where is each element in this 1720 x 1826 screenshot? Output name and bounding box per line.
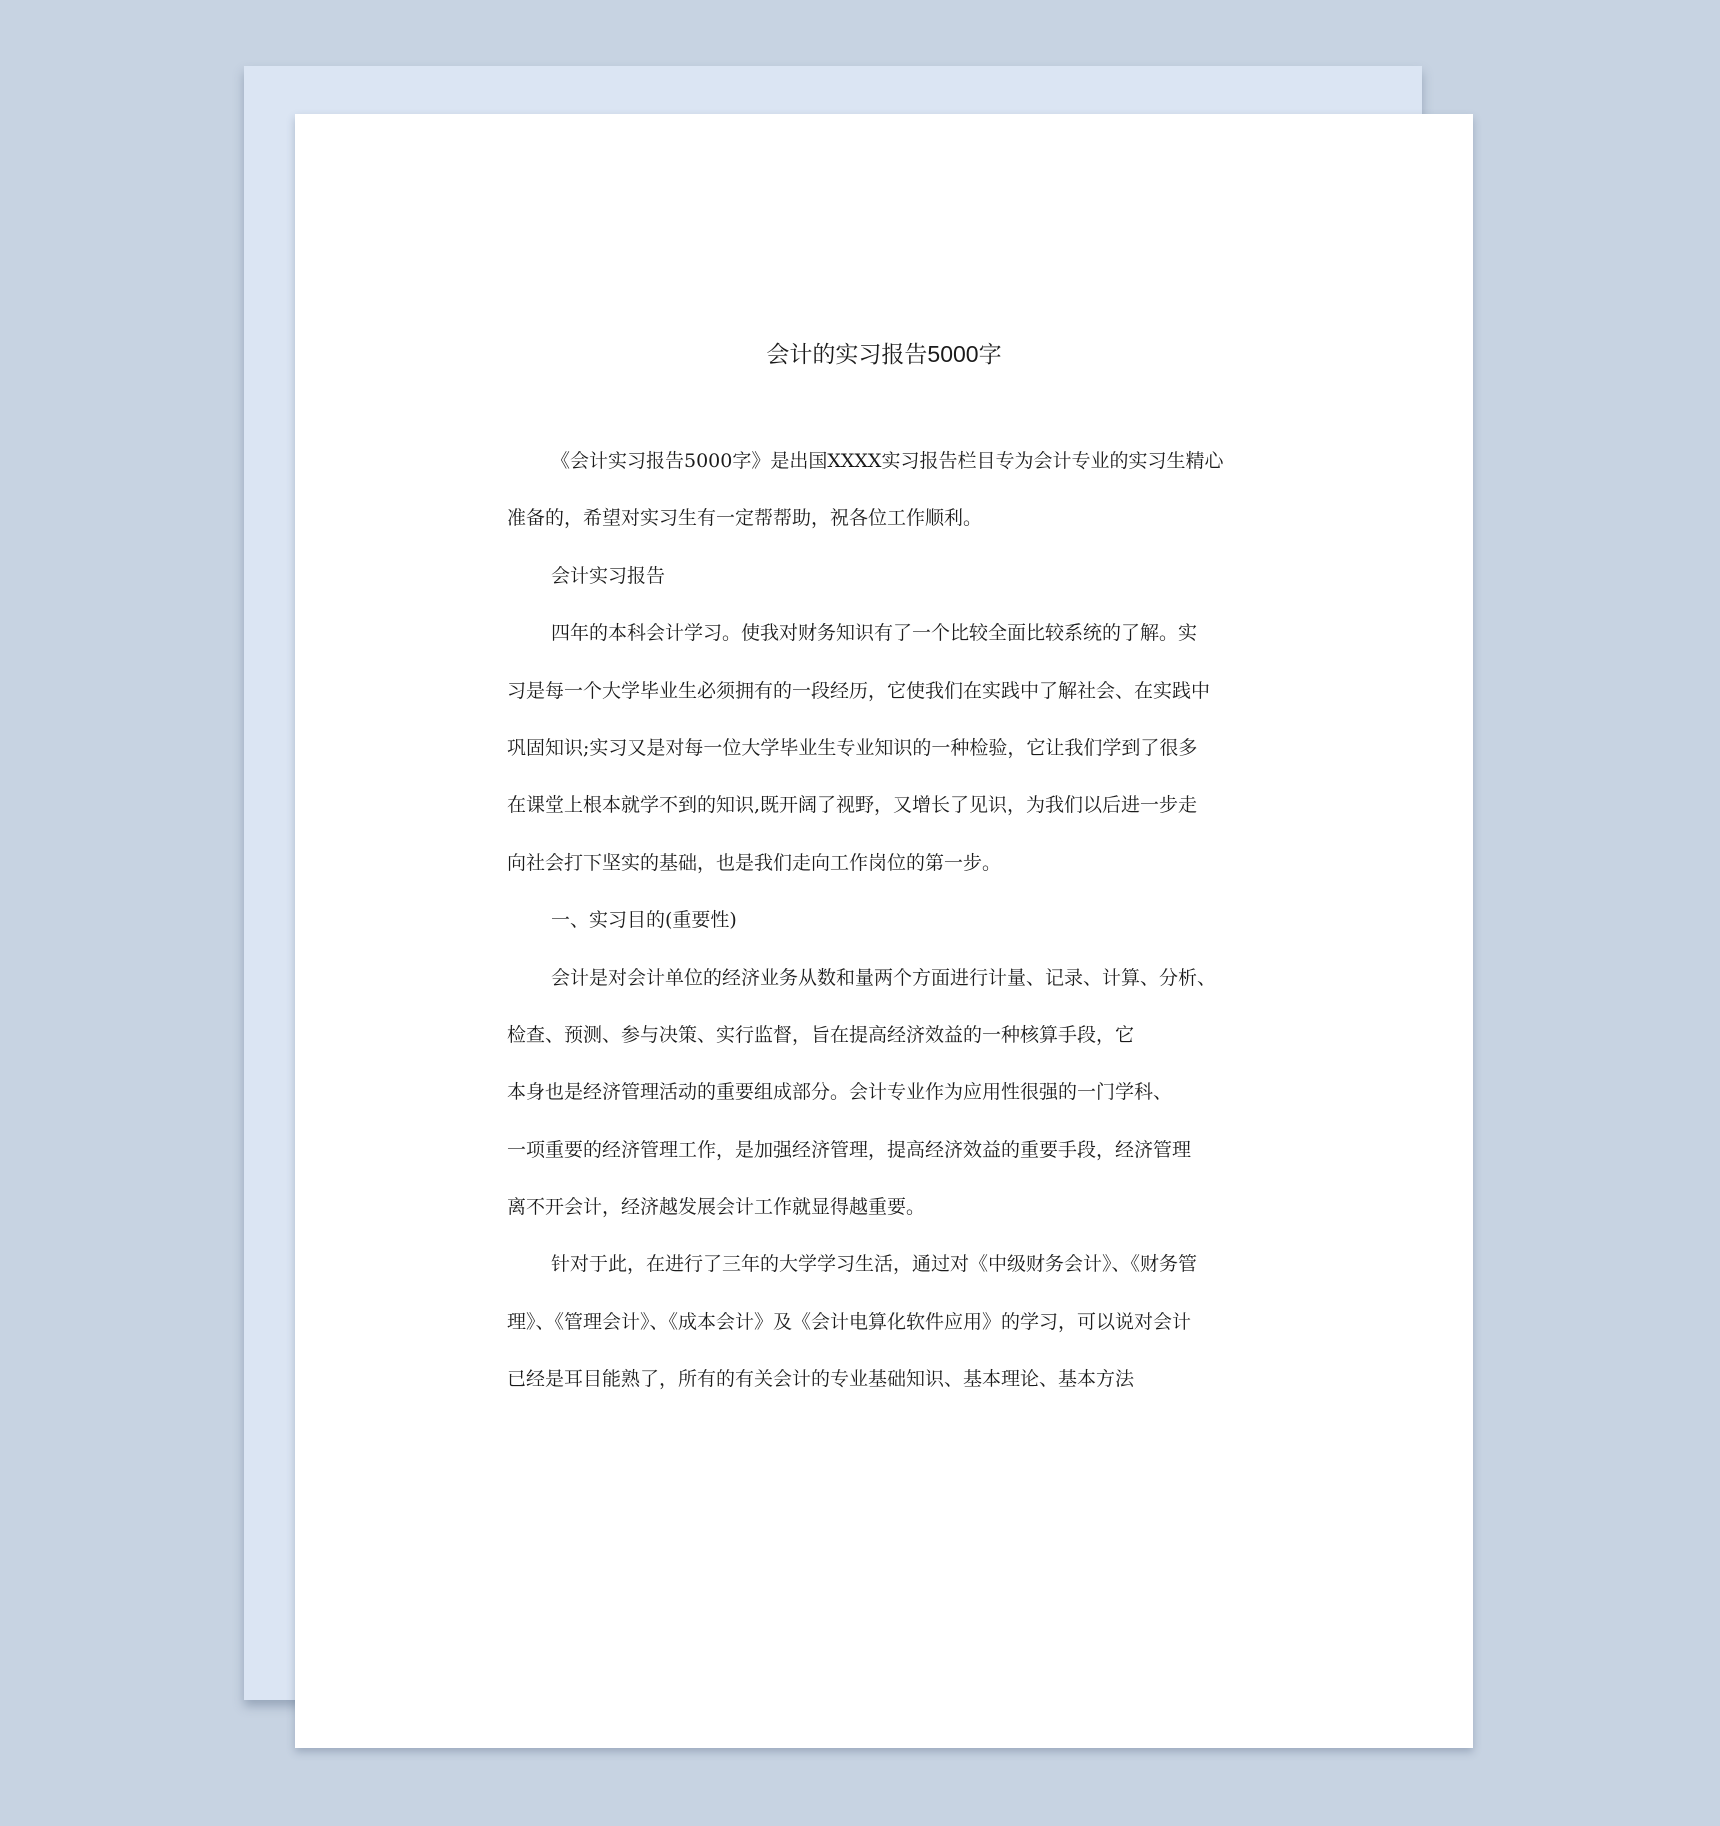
text-line: 《会计实习报告5000字》是出国XXXX实习报告栏目专为会计专业的实习生精心: [551, 450, 1224, 472]
text-line: 会计是对会计单位的经济业务从数和量两个方面进行计量、记录、计算、分析、: [551, 966, 1217, 989]
text-line: 本身也是经济管理活动的重要组成部分。会计专业作为应用性很强的一门学科、: [507, 1081, 1173, 1104]
text-line: 习是每一个大学毕业生必须拥有的一段经历，它使我们在实践中了解社会、在实践中: [507, 679, 1211, 702]
section-heading: 会计实习报告: [551, 564, 666, 587]
document-page: [295, 114, 1473, 1748]
text-line: 在课堂上根本就学不到的知识,既开阔了视野，又增长了见识，为我们以后进一步走: [507, 794, 1198, 817]
section-heading: 一、实习目的(重要性): [551, 909, 737, 932]
text-line: 四年的本科会计学习。使我对财务知识有了一个比较全面比较系统的了解。实: [551, 622, 1198, 645]
text-line: 理》、《管理会计》、《成本会计》及《会计电算化软件应用》的学习，可以说对会计: [507, 1310, 1192, 1333]
text-line: 一项重要的经济管理工作，是加强经济管理，提高经济效益的重要手段，经济管理: [507, 1138, 1192, 1161]
text-line: 准备的，希望对实习生有一定帮帮助，祝各位工作顺利。: [507, 507, 983, 530]
text-line: 巩固知识;实习又是对每一位大学毕业生专业知识的一种检验，它让我们学到了很多: [507, 736, 1198, 759]
text-line: 向社会打下坚实的基础，也是我们走向工作岗位的第一步。: [507, 851, 1002, 874]
document-body: [507, 446, 1287, 1422]
text-line: 检查、预测、参与决策、实行监督，旨在提高经济效益的一种核算手段，它: [507, 1023, 1135, 1046]
document-title: 会计的实习报告5000字: [766, 341, 1002, 367]
text-line: 已经是耳目能熟了，所有的有关会计的专业基础知识、基本理论、基本方法: [507, 1368, 1135, 1391]
text-line: 离不开会计，经济越发展会计工作就显得越重要。: [507, 1196, 926, 1219]
text-line: 针对于此，在进行了三年的大学学习生活，通过对《中级财务会计》、《财务管: [551, 1253, 1198, 1276]
